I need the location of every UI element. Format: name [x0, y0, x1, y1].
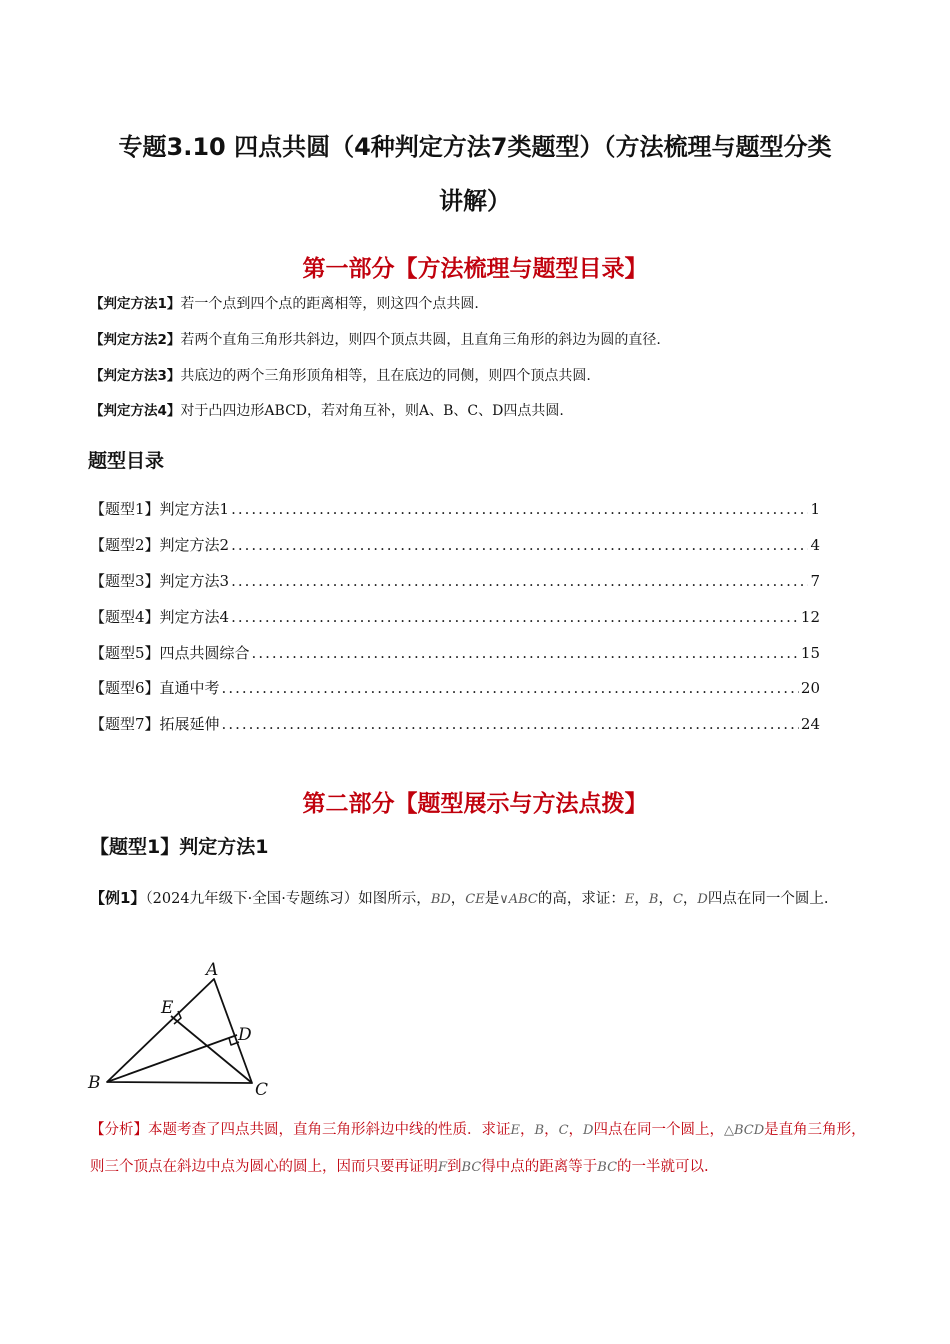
method-text: 若两个直角三角形共斜边，则四个顶点共圆，且直角三角形的斜边为圆的直径.: [180, 332, 661, 348]
punct: ，: [634, 891, 649, 907]
part2-heading: 第二部分【题型展示与方法点拨】: [302, 791, 648, 817]
text: 本题考查了四点共圆，直角三角形斜边中线的性质．求证: [148, 1122, 511, 1138]
punct: ，: [682, 891, 698, 907]
toc-page: 20: [800, 679, 820, 697]
document-title: [60, 120, 890, 228]
toc-label: 【题型3】判定方法3: [90, 572, 230, 590]
toc-page: 1: [810, 500, 820, 518]
method-4: [90, 399, 564, 420]
analysis-label: 【分析】: [90, 1122, 148, 1138]
math-triangle-bcd: △BCD: [723, 1123, 765, 1138]
example-label: 【例1】: [90, 889, 146, 907]
label-b: B: [88, 1073, 101, 1093]
toc-page: 24: [800, 715, 820, 733]
punct: ，: [568, 1122, 584, 1138]
title-line-1: 专题3.10 四点共圆（4种判定方法7类题型）（方法梳理与题型分类: [118, 133, 832, 161]
math-ce: CE: [465, 892, 485, 907]
math-triangle: ∨ABC: [499, 892, 538, 907]
toc-page: 12: [800, 608, 820, 626]
label-d: D: [238, 1025, 252, 1045]
analysis-paragraph: [90, 1112, 866, 1186]
punct: ，: [658, 891, 673, 907]
toc-page: 15: [800, 644, 820, 662]
method-label: 【判定方法3】: [90, 368, 181, 384]
math-e: E: [510, 1123, 520, 1138]
method-text: 共底边的两个三角形顶角相等，且在底边的同侧，则四个顶点共圆.: [180, 368, 591, 384]
example-source: （2024九年级下·全国·专题练习）如图所示，: [145, 891, 431, 907]
toc-label: 【题型4】判定方法4: [90, 608, 230, 626]
toc-label: 【题型5】四点共圆综合: [90, 644, 250, 662]
math-bc: BC: [597, 1160, 618, 1175]
toc-item[interactable]: [90, 713, 820, 737]
math-d: D: [697, 892, 708, 907]
method-label: 【判定方法1】: [90, 296, 181, 312]
example-1: [90, 880, 866, 918]
altitude-bd: [107, 1035, 237, 1082]
method-text: 对于凸四边形ABCD，若对角互补，则A、B、C、D四点共圆.: [180, 403, 564, 419]
method-label: 【判定方法2】: [90, 332, 181, 348]
method-1: [90, 292, 479, 313]
toc-leader: [231, 536, 808, 554]
label-c: C: [255, 1080, 269, 1100]
text: 到: [447, 1159, 462, 1175]
toc-label: 【题型2】判定方法2: [90, 536, 230, 554]
math-d: D: [583, 1123, 594, 1138]
triangle-figure: [80, 955, 290, 1105]
toc-page: 4: [810, 536, 820, 554]
triangle-abc: [107, 979, 252, 1083]
method-3: [90, 364, 591, 385]
label-e: E: [161, 998, 174, 1018]
punct: ，: [520, 1122, 535, 1138]
math-e: E: [624, 892, 635, 907]
toc-heading: 题型目录: [88, 450, 165, 472]
part1-heading: 第一部分【方法梳理与题型目录】: [302, 256, 648, 282]
toc-leader: [222, 715, 799, 733]
toc-item[interactable]: [90, 606, 820, 630]
text: 四点在同一个圆上.: [707, 891, 829, 907]
math-c: C: [558, 1123, 569, 1138]
text: 的高，求证：: [537, 891, 625, 907]
text: 是: [484, 891, 500, 907]
label-a: A: [206, 960, 219, 980]
text: 是直角三角形，则三个顶点在斜边中点为圆心的圆上，因而只要再证明: [90, 1122, 866, 1175]
method-2: [90, 328, 661, 349]
punct: ，: [544, 1122, 559, 1138]
text: 的一半就可以.: [617, 1159, 709, 1175]
toc-leader: [231, 572, 808, 590]
math-bd: BD: [430, 892, 451, 907]
math-bc: BC: [461, 1160, 482, 1175]
toc-item[interactable]: [90, 677, 820, 701]
text: 四点在同一个圆上，: [593, 1122, 724, 1138]
math-f: F: [438, 1160, 448, 1175]
toc-page: 7: [810, 572, 820, 590]
toc-leader: [231, 500, 808, 518]
toc-leader: [222, 679, 799, 697]
title-line-2: 讲解）: [439, 187, 511, 215]
toc-label: 【题型6】直通中考: [90, 679, 220, 697]
toc-item[interactable]: [90, 534, 820, 558]
math-b: B: [648, 892, 659, 907]
section-title: 【题型1】判定方法1: [90, 836, 269, 858]
toc-leader: [231, 608, 799, 626]
math-b: B: [534, 1123, 545, 1138]
method-text: 若一个点到四个点的距离相等，则这四个点共圆.: [180, 296, 479, 312]
toc-leader: [252, 644, 799, 662]
punct: ，: [450, 891, 466, 907]
method-label: 【判定方法4】: [90, 403, 181, 419]
math-c: C: [672, 892, 683, 907]
toc-item[interactable]: [90, 498, 820, 522]
text: 得中点的距离等于: [481, 1159, 598, 1175]
toc-label: 【题型1】判定方法1: [90, 500, 230, 518]
toc-label: 【题型7】拓展延伸: [90, 715, 220, 733]
toc-item[interactable]: [90, 570, 820, 594]
toc-item[interactable]: [90, 642, 820, 666]
